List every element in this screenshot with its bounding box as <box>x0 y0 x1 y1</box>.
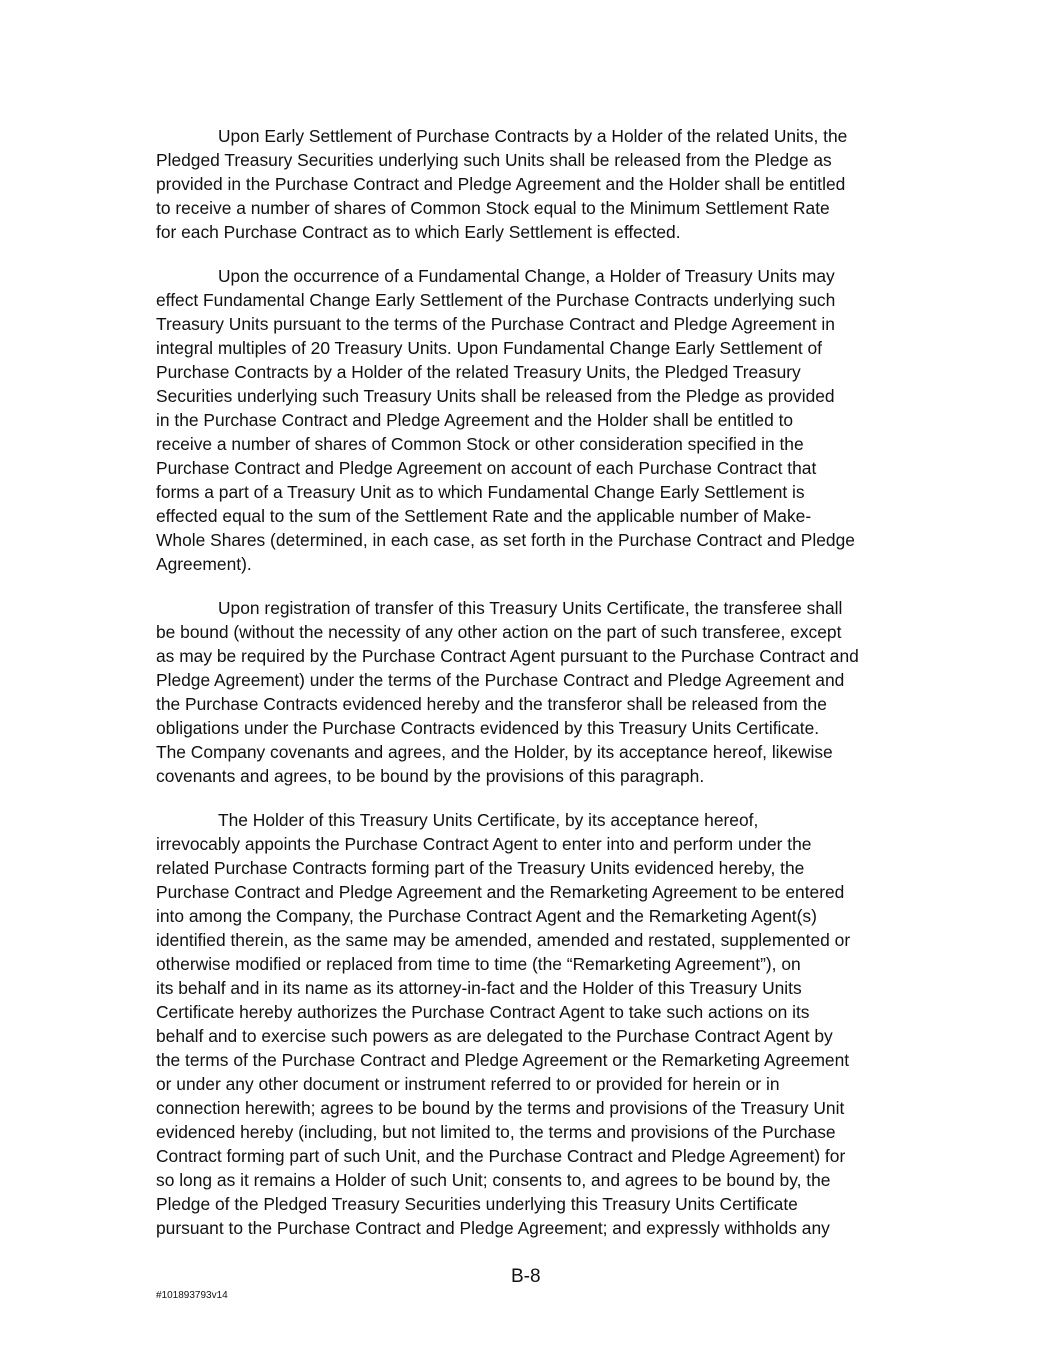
text-line: obligations under the Purchase Contracts evidenced by this Treasury Units Certificate. <box>156 718 820 738</box>
text-line: evidenced hereby (including, but not limited to, the terms and provisions of the Purchase <box>156 1122 836 1142</box>
text-line: The Holder of this Treasury Units Certificate, by its acceptance hereof, <box>218 810 759 830</box>
text-line: the Purchase Contracts evidenced hereby and the transferor shall be released from the <box>156 694 827 714</box>
text-line: provided in the Purchase Contract and Pledge Agreement and the Holder shall be entitled <box>156 174 846 194</box>
text-line: connection herewith; agrees to be bound by the terms and provisions of the Treasury Unit <box>156 1098 845 1118</box>
text-line: integral multiples of 20 Treasury Units. Upon Fundamental Change Early Settlement of <box>156 338 823 358</box>
text-line: in the Purchase Contract and Pledge Agreement and the Holder shall be entitled to <box>156 410 794 430</box>
document-body <box>156 124 916 1260</box>
text-line: Upon the occurrence of a Fundamental Change, a Holder of Treasury Units may <box>218 266 835 286</box>
text-line: Pledge Agreement) under the terms of the Purchase Contract and Pledge Agreement and <box>156 670 845 690</box>
text-line: into among the Company, the Purchase Contract Agent and the Remarketing Agent(s) <box>156 906 817 926</box>
text-line: for each Purchase Contract as to which Early Settlement is effected. <box>156 222 681 242</box>
text-line: related Purchase Contracts forming part of the Treasury Units evidenced hereby, the <box>156 858 805 878</box>
text-line: irrevocably appoints the Purchase Contract Agent to enter into and perform under the <box>156 834 812 854</box>
paragraph <box>156 264 916 576</box>
text-line: pursuant to the Purchase Contract and Pledge Agreement; and expressly withholds any <box>156 1218 830 1238</box>
text-line: Pledged Treasury Securities underlying such Units shall be released from the Pledge as <box>156 150 832 170</box>
text-line: otherwise modified or replaced from time to time (the “Remarketing Agreement”), on <box>156 954 801 974</box>
text-line: Upon registration of transfer of this Treasury Units Certificate, the transferee shall <box>218 598 843 618</box>
page-number: B-8 <box>511 1266 541 1287</box>
text-line: so long as it remains a Holder of such Unit; consents to, and agrees to be bound by, the <box>156 1170 831 1190</box>
text-line: Upon Early Settlement of Purchase Contracts by a Holder of the related Units, the <box>218 126 848 146</box>
text-line: Treasury Units pursuant to the terms of the Purchase Contract and Pledge Agreement in <box>156 314 835 334</box>
text-line: as may be required by the Purchase Contract Agent pursuant to the Purchase Contract and <box>156 646 859 666</box>
text-line: identified therein, as the same may be amended, amended and restated, supplemented or <box>156 930 851 950</box>
text-line: behalf and to exercise such powers as are delegated to the Purchase Contract Agent by <box>156 1026 833 1046</box>
text-line: be bound (without the necessity of any other action on the part of such transferee, except <box>156 622 842 642</box>
text-line: covenants and agrees, to be bound by the provisions of this paragraph. <box>156 766 705 786</box>
text-line: effected equal to the sum of the Settlement Rate and the applicable number of Make- <box>156 506 812 526</box>
text-line: to receive a number of shares of Common Stock equal to the Minimum Settlement Rate <box>156 198 830 218</box>
text-line: or under any other document or instrument referred to or provided for herein or in <box>156 1074 780 1094</box>
text-line: effect Fundamental Change Early Settlement of the Purchase Contracts underlying such <box>156 290 836 310</box>
document-id: #101893793v14 <box>156 1290 228 1301</box>
text-line: Agreement). <box>156 554 252 574</box>
text-line: the terms of the Purchase Contract and Pledge Agreement or the Remarketing Agreement <box>156 1050 850 1070</box>
text-line: Securities underlying such Treasury Units shall be released from the Pledge as provided <box>156 386 835 406</box>
text-line: Purchase Contracts by a Holder of the related Treasury Units, the Pledged Treasury <box>156 362 801 382</box>
text-line: Purchase Contract and Pledge Agreement and the Remarketing Agreement to be entered <box>156 882 845 902</box>
text-line: Whole Shares (determined, in each case, as set forth in the Purchase Contract and Pledge <box>156 530 855 550</box>
text-line: Purchase Contract and Pledge Agreement on account of each Purchase Contract that <box>156 458 817 478</box>
text-line: receive a number of shares of Common Stock or other consideration specified in the <box>156 434 804 454</box>
text-line: its behalf and in its name as its attorney-in-fact and the Holder of this Treasury Units <box>156 978 802 998</box>
text-line: Certificate hereby authorizes the Purchase Contract Agent to take such actions on its <box>156 1002 810 1022</box>
paragraph <box>156 124 916 244</box>
paragraph <box>156 596 916 788</box>
text-line: Contract forming part of such Unit, and the Purchase Contract and Pledge Agreement) for <box>156 1146 846 1166</box>
text-line: Pledge of the Pledged Treasury Securities underlying this Treasury Units Certificate <box>156 1194 798 1214</box>
text-line: forms a part of a Treasury Unit as to which Fundamental Change Early Settlement is <box>156 482 805 502</box>
text-line: The Company covenants and agrees, and the Holder, by its acceptance hereof, likewise <box>156 742 833 762</box>
paragraph <box>156 808 916 1240</box>
